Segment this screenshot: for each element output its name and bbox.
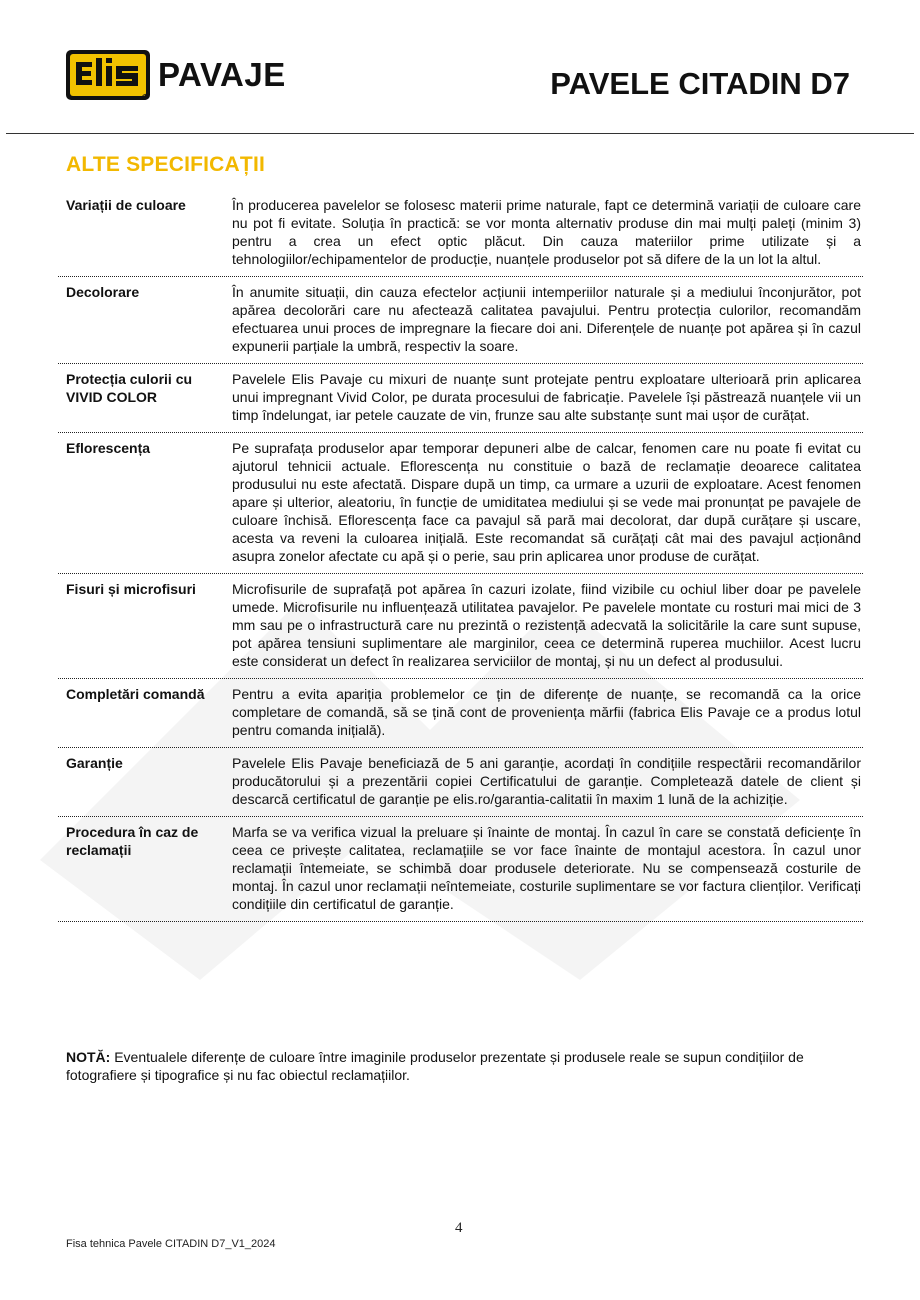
spec-row-variatii-culoare <box>58 190 863 277</box>
spec-label: Fisuri și microfisuri <box>66 581 196 597</box>
spec-row-completari <box>58 679 863 748</box>
spec-text: În producerea pavelelor se folosesc materii prime naturale, fapt ce determină variații de culoare care nu pot fi evitate. Soluția în practică: se vor monta alternativ produse din mai mulți paleți (minim 3) pentru a crea un efect optic plăcut. Din cauza materiilor prime utilizate și a tehnologiilor/echipamentelor de producție, nuanțele produselor pot să difere de la un lot la altul. <box>232 197 861 267</box>
spec-text: Marfa se va verifica vizual la preluare și înainte de montaj. În cazul în care se constată deficiențe în ceea ce privește calitatea, reclamațiile se vor face înainte de montajul acestora. În cazul unor reclamații întemeiate, se schimbă doar produsele deteriorate. Nu se compensează costurile de montaj. În cazul unor reclamații neîntemeiate, costurile suplimentare se vor factura clienților. Verificați condițiile din certificatul de garanție. <box>232 824 861 912</box>
spec-row-reclamatii <box>58 817 863 922</box>
logo-word: PAVAJE <box>158 56 286 93</box>
spec-text: Microfisurile de suprafață pot apărea în cazuri izolate, fiind vizibile cu ochiul liber doar pe pavelele umede. Microfisurile nu influențează utilitatea pavajelor. Pe pavelele montate cu rosturi mai mici de 3 mm sau pe o infrastructură care nu prezintă o rezistență adecvată la solicitările la care sunt supuse, pot apărea tensiuni suplimentare ale marginilor, ceea ce determină ruperea muchiilor. Acest lucru este considerat un defect în realizarea serviciilor de montaj, și nu un defect al produsului. <box>232 581 861 669</box>
company-logo <box>66 48 286 102</box>
footer-text: Fisa tehnica Pavele CITADIN D7_V1_2024 <box>66 1238 276 1250</box>
spec-label: Completări comandă <box>66 686 205 702</box>
spec-text: În anumite situații, din cauza efectelor acțiunii intemperiilor naturale și a mediului înconjurător, pot apărea decolorări care nu afectează calitatea pavajului. Pentru protecția culorilor, recomandăm efectuarea unui proces de impregnare la fiecare doi ani. Diferențele de nuanțe pot apărea și în cazul expunerii parțiale la umbră, respectiv la soare. <box>232 284 861 354</box>
spec-label: Decolorare <box>66 284 140 300</box>
page-number: 4 <box>455 1220 463 1236</box>
spec-label: Garanție <box>66 755 123 771</box>
spec-row-eflorescenta <box>58 433 863 574</box>
spec-row-garantie <box>58 748 863 817</box>
spec-row-vivid-color <box>58 364 863 433</box>
elis-logo-icon <box>66 48 150 102</box>
spec-text: Pavelele Elis Pavaje beneficiază de 5 ani garanție, acordați în condițiile respectării recomandărilor producătorului și a prezentării copiei Certificatului de garanție. Completează datele de client și descarcă certificatul de garanție pe elis.ro/garantia-calitatii în maxim 1 lună de la achiziție. <box>232 755 861 807</box>
specifications-table <box>58 190 863 922</box>
note-text: Eventualele diferențe de culoare între imaginile produselor prezentate și produsele reale se supun condițiilor de fotografiere și tipografice și nu fac obiectul reclamațiilor. <box>66 1049 804 1083</box>
spec-label: Eflorescența <box>66 440 151 456</box>
section-title: ALTE SPECIFICAȚII <box>66 153 266 176</box>
spec-row-fisuri <box>58 574 863 679</box>
document-title: PAVELE CITADIN D7 <box>550 66 850 101</box>
note-paragraph <box>66 1048 826 1084</box>
header-divider <box>6 133 914 134</box>
spec-label: Variații de culoare <box>66 197 186 213</box>
spec-row-decolorare <box>58 277 863 364</box>
note-label: NOTĂ: <box>66 1049 111 1065</box>
spec-label: Protecția culorii cu VIVID COLOR <box>66 371 193 405</box>
spec-text: Pentru a evita apariția problemelor ce țin de diferențe de nuanțe, se recomandă ca la orice completare de comandă, să se țină cont de proveniența mărfii (fabrica Elis Pavaje ce a produs lotul pentru comanda inițială). <box>232 686 861 738</box>
spec-text: Pavelele Elis Pavaje cu mixuri de nuanțe sunt protejate pentru exploatare ulterioară prin aplicarea unui impregnant Vivid Color, pe durata procesului de fabricație. Pavelele își păstrează nuanțele vii un timp îndelungat, iar petele cauzate de vin, frunze sau alte substanțe sunt mai ușor de curățat. <box>232 371 861 423</box>
spec-text: Pe suprafața produselor apar temporar depuneri albe de calcar, fenomen care nu poate fi evitat cu ajutorul tehnicii actuale. Eflorescența nu constituie o bază de reclamație deoarece calitatea produsului nu este afectată. Dispare după un timp, ca urmare a uzurii de exploatare. Acest fenomen apare și ulterior, aleatoriu, în funcție de umiditatea mediului și se vede mai pronunțat pe pavajele de culoare închisă. Eflorescența face ca pavajul să pară mai decolorat, dar după curățare și uscare, acesta va reveni la culoarea inițială. Este recomandat să curățați cât mai des pavajul acționând asupra zonelor afectate cu apă și o perie, sau prin aplicarea unor produse de curățat. <box>232 440 861 564</box>
spec-label: Procedura în caz de reclamații <box>66 824 199 858</box>
